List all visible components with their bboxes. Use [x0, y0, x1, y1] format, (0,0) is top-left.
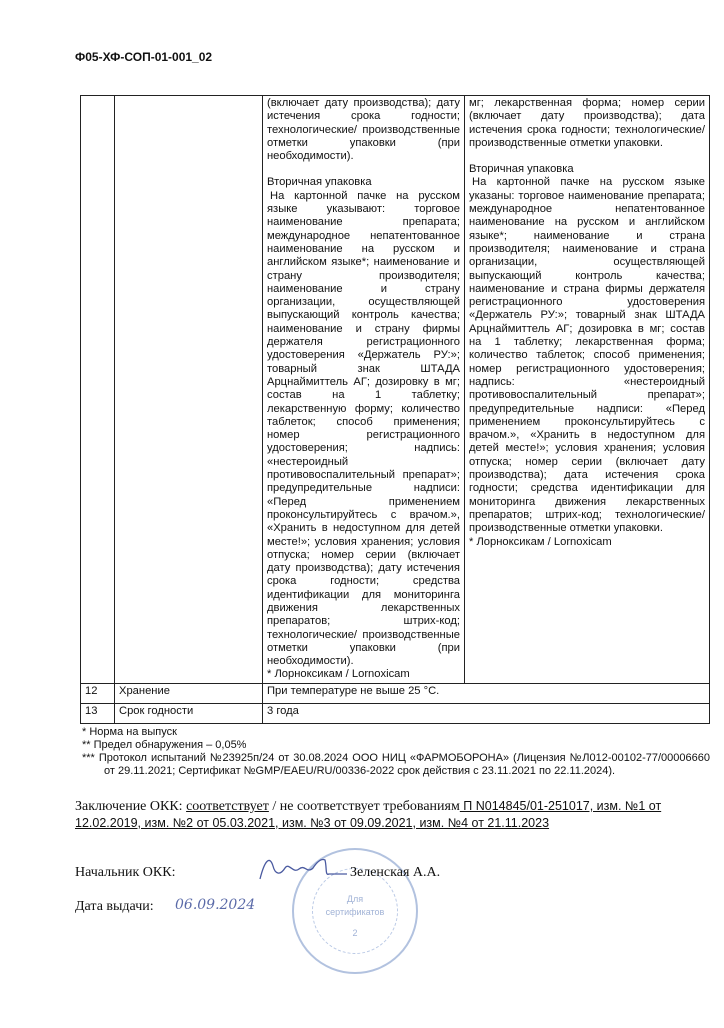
secondary-title: Вторичная упаковка	[267, 176, 372, 189]
cell-result	[465, 96, 710, 684]
chief-label: Начальник ОКК:	[75, 864, 176, 880]
footnote-inn: * Лорноксикам / Lornoxicam	[267, 668, 410, 681]
conclusion-label: Заключение ОКК:	[75, 798, 187, 814]
conclusion-verdict: соответствует	[186, 798, 269, 814]
conclusion-requirement: П N014845/01-251017, изм. №1 от 12.02.2019, изм. №2 от 05.03.2021, изм. №3 от 09.09.2021, изм. №4 от 21.11.2023	[75, 798, 662, 830]
footnote: ** Предел обнаружения – 0,05%	[82, 738, 247, 751]
table-row-packaging-continued	[81, 96, 710, 684]
cell-name: Срок годности	[115, 703, 263, 723]
stamp-number: 2	[352, 927, 358, 938]
date-label: Дата выдачи:	[75, 898, 154, 914]
primary-tail: мг; лекарственная форма; номер серии (включает дату производства); дата истечения срока годности; технологические/ производственные отметки упаковки.	[469, 97, 705, 149]
stamp-text: сертификатов	[325, 906, 385, 917]
conclusion-rest: / не соответствует требованиям	[268, 798, 460, 814]
footnote: *** Протокол испытаний №23925п/24 от 30.08.2024 ООО НИЦ «ФАРМОБОРОНА» (Лицензия №Л012-00102-77/00006660 от 29.11.2021; Сертификат №GMP/EAEU/RU/00336-2022 срок действия с 23.11.2021 по 22.11.2024).	[82, 751, 710, 777]
primary-tail: (включает дату производства); дату истечения срока годности; технологические/ производственные отметки упаковки (при необходимости).	[267, 97, 460, 163]
cell-requirement	[263, 96, 465, 684]
table-row	[81, 703, 710, 723]
footnotes	[82, 726, 710, 778]
footnote-inn: * Лорноксикам / Lornoxicam	[469, 535, 612, 548]
date-value: 06.09.2024	[175, 896, 256, 913]
footnote: * Норма на выпуск	[82, 725, 177, 738]
cell-name	[115, 96, 263, 684]
cell-num: 12	[81, 683, 115, 703]
cell-value: При температуре не выше 25 °С.	[263, 683, 710, 703]
secondary-title: Вторичная упаковка	[469, 163, 574, 176]
stamp-text: Для	[346, 893, 364, 904]
cell-name: Хранение	[115, 683, 263, 703]
cell-value: 3 года	[263, 703, 710, 723]
conclusion	[75, 798, 715, 832]
document-code: Ф05-ХФ-СОП-01-001_02	[75, 50, 213, 64]
signature	[255, 854, 350, 884]
secondary-text: На картонной пачке на русском языке указывают: торговое наименование препарата; международное непатентованное наименование на русском и английском языке*; наименование и страну производителя; наименование и страну организации, осуществляющей выпускающий контроль качества; наименование и страну фирмы держателя регистрационного удостоверения «Держатель РУ:»; товарный знак ШТАДА Арцнаймиттель АГ; дозировку в мг; состав на 1 таблетку; лекарственную форму; количество таблеток; способ применения; номер регистрационного удостоверения; надпись: «нестероидный противовоспалительный препарат»; предупредительные надписи: «Перед применением проконсультируйтесь с врачом.», «Хранить в недоступном для детей месте!»; условия хранения; условия отпуска; номер серии (включает дату производства); дату истечения срока годности; средства идентификации для мониторинга движения лекарственных препаратов; штрих-код; технологические/ производственные отметки упаковки (при необходимости).	[267, 189, 460, 668]
cell-num	[81, 96, 115, 684]
cell-num: 13	[81, 703, 115, 723]
table-row	[81, 683, 710, 703]
signoff-block	[75, 848, 710, 988]
chief-name: Зеленская А.А.	[350, 864, 441, 880]
spec-table	[80, 95, 710, 724]
secondary-text: На картонной пачке на русском языке указаны: торговое наименование препарата; международное непатентованное наименование на русском и английском языке*; наименование и страна производителя; наименование и страна организации, осуществляющей выпускающий контроль качества; наименование и страна фирмы держателя регистрационного удостоверения «Держатель РУ:»; товарный знак ШТАДА Арцнаймиттель АГ; дозировка в мг; состав на 1 таблетку; лекарственная форма; количество таблеток; способ применения; номер регистрационного удостоверения; надпись: «нестероидный противовоспалительный препарат»; предупредительные надписи: «Перед применением проконсультируйтесь с врачом.», «Хранить в недоступном для детей месте!»; условия хранения; условия отпуска; номер серии (включает дату производства); дата истечения срока годности; средства идентификации для мониторинга движения лекарственных препаратов; штрих-код; технологические/ производственные отметки упаковки.	[469, 176, 705, 535]
